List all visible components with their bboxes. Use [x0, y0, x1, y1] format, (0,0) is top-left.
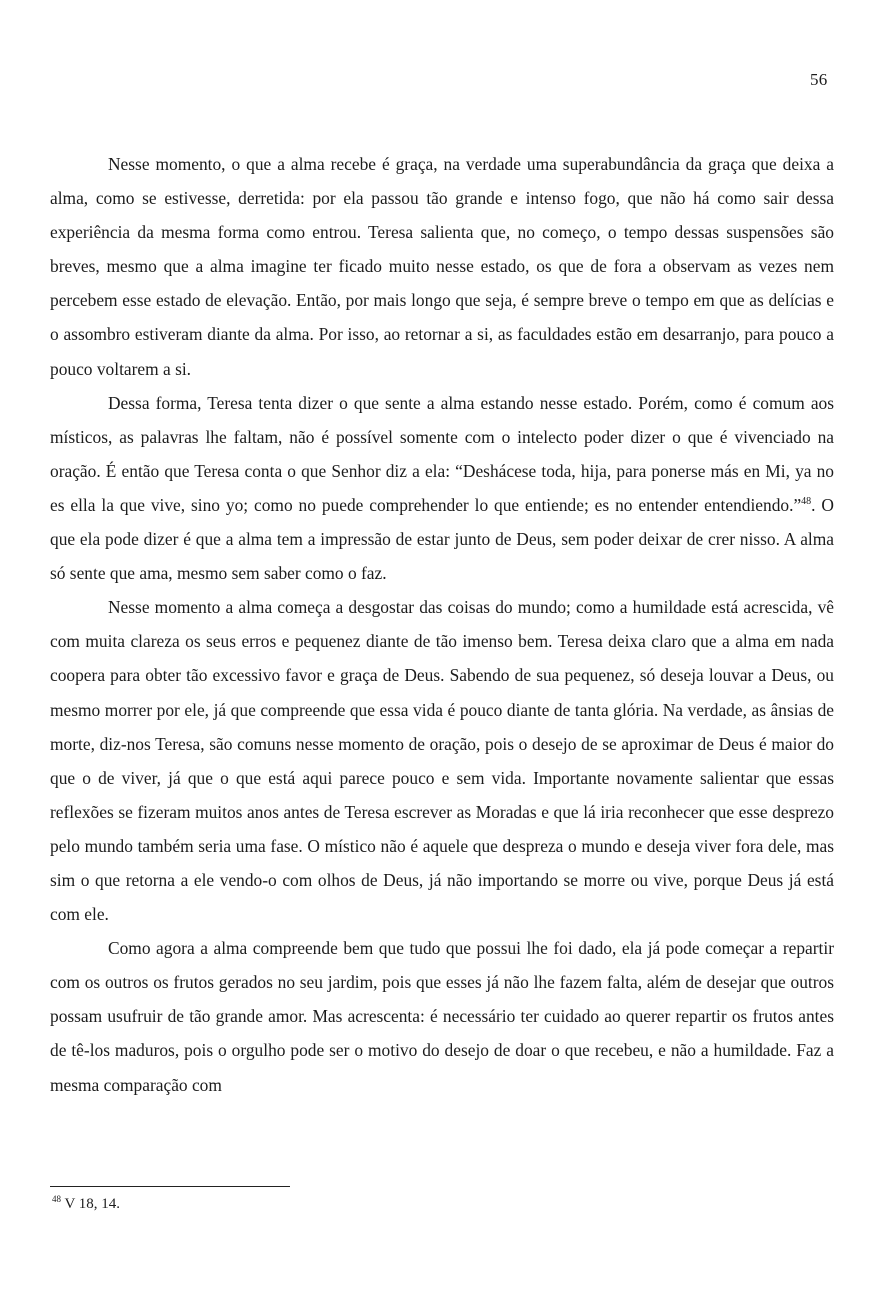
paragraph-1: Nesse momento, o que a alma recebe é graça, na verdade uma superabundância da graça que deixa a alma, como se estivesse, derretida: por ela passou tão grande e intenso fogo, que não há como sair dessa experiência da mesma forma como entrou. Teresa salienta que, no começo, o tempo dessas suspensões são breves, mesmo que a alma imagine ter ficado muito nesse estado, os que de fora a observam as vezes nem percebem esse estado de elevação. Então, por mais longo que seja, é sempre breve o tempo em que as delícias e o assombro estiveram diante da alma. Por isso, ao retornar a si, as faculdades estão em desarranjo, para pouco a pouco voltarem a si.	[50, 154, 834, 379]
paragraph-2-text-before-ref: Dessa forma, Teresa tenta dizer o que sente a alma estando nesse estado. Porém, como é comum aos místicos, as palavras lhe faltam, não é possível somente com o intelecto poder dizer o que é vivenciado na oração. É então que Teresa conta o que Senhor diz a ela: “Deshácese toda, hija, para ponerse más en Mi, ya no es ella la que vive, sino yo; como no puede comprehender lo que entiende; es no entender entendiendo.”	[50, 392, 834, 515]
paragraph-3: Nesse momento a alma começa a desgostar das coisas do mundo; como a humildade está acrescida, vê com muita clareza os seus erros e pequenez diante de tão imenso bem. Teresa deixa claro que a alma em nada coopera para obter tão excessivo favor e graça de Deus. Sabendo de sua pequenez, só deseja louvar a Deus, ou mesmo morrer por ele, já que compreende que essa vida é pouco diante de tanta glória. Na verdade, as ânsias de morte, diz-nos Teresa, são comuns nesse momento de oração, pois o desejo de se aproximar de Deus é maior do que o de viver, já que o que está aqui parece pouco e sem vida. Importante novamente salientar que essas reflexões se fizeram muitos anos antes de Teresa escrever as Moradas e que lá iria reconhecer que esse desprezo pelo mundo também seria uma fase. O místico não é aquele que despreza o mundo e deseja viver fora dele, mas sim o que retorna a ele vendo-o com olhos de Deus, já não importando se morre ou vive, porque Deus já está com ele.	[50, 597, 834, 925]
paragraph-2	[50, 386, 834, 591]
footnote-reference: 48	[801, 496, 812, 508]
footnote-text: V 18, 14.	[61, 1196, 121, 1212]
footnote-number: 48	[52, 1194, 61, 1204]
paragraph-2-text-after-ref: . O que ela pode dizer é que a alma tem a impressão de estar junto de Deus, sem poder deixar de crer nisso. A alma só sente que ama, mesmo sem saber como o faz.	[50, 494, 834, 584]
footnote-separator	[50, 1186, 290, 1187]
page-number: 56	[810, 70, 828, 89]
footnote	[52, 1196, 120, 1213]
paragraph-4: Como agora a alma compreende bem que tudo que possui lhe foi dado, ela já pode começar a repartir com os outros os frutos gerados no seu jardim, pois que esses já não lhe fazem falta, além de desejar que outros possam usufruir de tão grande amor. Mas acrescenta: é necessário ter cuidado ao querer repartir os frutos antes de tê-los maduros, pois o orgulho pode ser o motivo do desejo de doar o que recebeu, e não a humildade. Faz a mesma comparação com	[50, 938, 834, 1095]
body-text	[50, 147, 834, 1102]
